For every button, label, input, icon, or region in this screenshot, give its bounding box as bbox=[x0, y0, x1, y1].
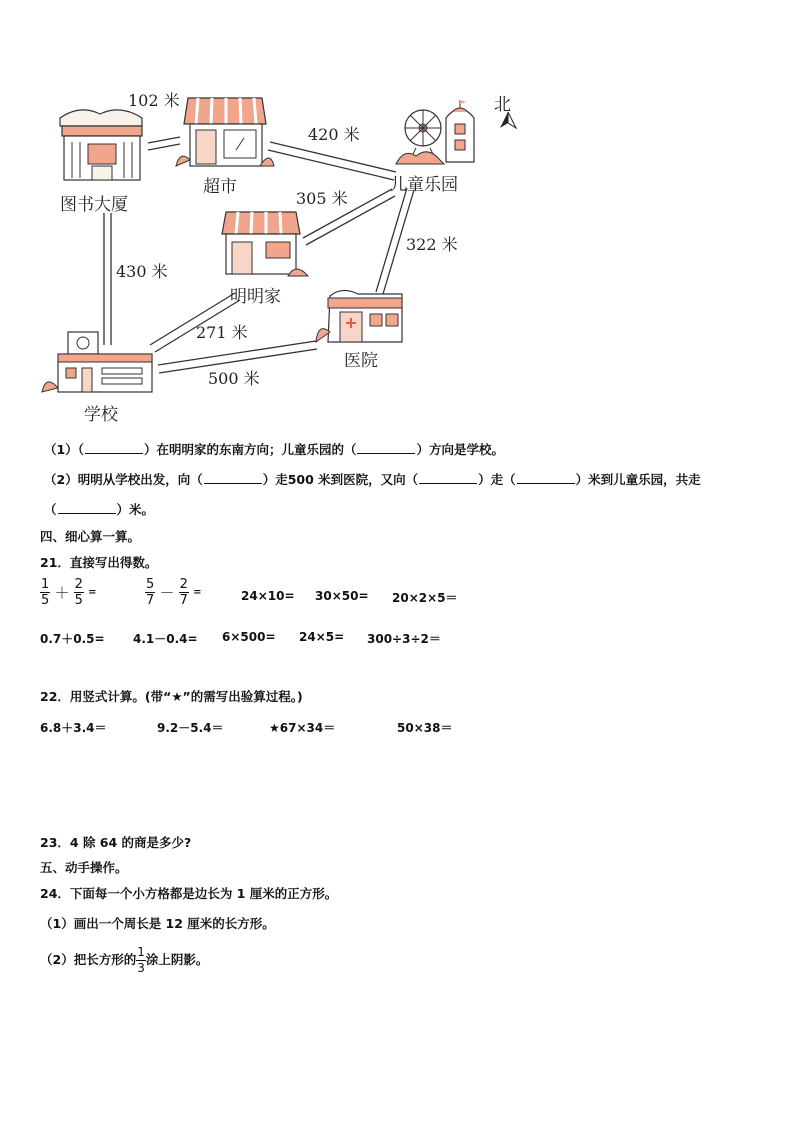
school-label: 学校 bbox=[84, 405, 118, 425]
q21-item: 6×500= bbox=[222, 630, 276, 644]
operator: ＋ bbox=[54, 584, 70, 602]
fraction bbox=[145, 577, 155, 608]
library-icon bbox=[60, 110, 142, 180]
equals: = bbox=[88, 587, 97, 598]
q21-item: 30×50= bbox=[315, 589, 369, 603]
q20-part2-text-d: ）米到儿童乐园，共走 bbox=[575, 472, 701, 487]
numerator: 1 bbox=[41, 577, 50, 592]
distance-library-supermarket: 102 米 bbox=[128, 91, 180, 110]
distance-school-home: 271 米 bbox=[196, 323, 248, 342]
q20-part2 bbox=[44, 470, 701, 488]
q21-item: 20×2×5＝ bbox=[392, 591, 458, 605]
denominator: 3 bbox=[137, 961, 145, 975]
numerator: 2 bbox=[179, 577, 188, 592]
map-illustration bbox=[0, 0, 794, 430]
q20-part2-text-e: （ bbox=[44, 502, 57, 517]
q20-part1-text-c: ）方向是学校。 bbox=[416, 442, 504, 457]
q21-item: 0.7＋0.5= bbox=[40, 632, 105, 646]
fraction bbox=[74, 577, 84, 608]
answer-blank[interactable] bbox=[204, 472, 262, 484]
numerator: 1 bbox=[137, 945, 145, 959]
fraction bbox=[136, 945, 146, 976]
answer-blank[interactable] bbox=[357, 442, 415, 454]
q20-part1-text-b: ）在明明家的东南方向；儿童乐园的（ bbox=[143, 442, 357, 457]
q21-fraction-1 bbox=[40, 577, 97, 608]
q21-item: 4.1－0.4= bbox=[133, 632, 198, 646]
q22-item: ★67×34＝ bbox=[269, 721, 336, 735]
home-icon bbox=[222, 212, 308, 276]
q24-part1: （1）画出一个周长是 12 厘米的长方形。 bbox=[40, 916, 275, 931]
q24-part2-text-a: （2）把长方形的 bbox=[40, 952, 137, 967]
home-label: 明明家 bbox=[230, 287, 281, 307]
q21-title: 21．直接写出得数。 bbox=[40, 555, 158, 570]
denominator: 5 bbox=[41, 593, 50, 608]
park-label: 儿童乐园 bbox=[390, 175, 458, 195]
q21-fraction-2 bbox=[145, 577, 202, 608]
q20-part2-text-a: （2）明明从学校出发，向（ bbox=[44, 472, 203, 487]
q22-item: 50×38＝ bbox=[397, 721, 453, 735]
q23-text: 23．4 除 64 的商是多少? bbox=[40, 835, 192, 850]
q20-part1 bbox=[44, 440, 504, 458]
q20-part2-text-c: ）走（ bbox=[478, 472, 516, 487]
supermarket-label: 超市 bbox=[203, 177, 237, 197]
answer-blank[interactable] bbox=[58, 502, 116, 514]
q21-item: 300÷3÷2＝ bbox=[367, 632, 441, 646]
q24-part2-text-b: 涂上阴影。 bbox=[145, 952, 209, 967]
denominator: 5 bbox=[74, 593, 83, 608]
distance-supermarket-park: 420 米 bbox=[308, 125, 360, 144]
answer-blank[interactable] bbox=[85, 442, 143, 454]
denominator: 7 bbox=[146, 593, 155, 608]
north-label: 北 bbox=[494, 95, 511, 115]
operator: － bbox=[159, 584, 175, 602]
distance-school-hospital: 500 米 bbox=[208, 369, 260, 388]
q20-part2-text-b: ）走500 米到医院，又向（ bbox=[262, 472, 419, 487]
q24-title: 24．下面每一个小方格都是边长为 1 厘米的正方形。 bbox=[40, 886, 338, 901]
park-icon bbox=[396, 100, 474, 164]
section4-heading: 四、细心算一算。 bbox=[40, 529, 141, 544]
q21-item: 24×5= bbox=[299, 630, 345, 644]
numerator: 5 bbox=[146, 577, 155, 592]
denominator: 7 bbox=[179, 593, 188, 608]
q24-part2 bbox=[40, 945, 208, 976]
q22-item: 9.2－5.4＝ bbox=[157, 721, 224, 735]
equals: = bbox=[193, 587, 202, 598]
road-library-supermarket bbox=[148, 137, 180, 150]
answer-blank[interactable] bbox=[517, 472, 575, 484]
section5-heading: 五、动手操作。 bbox=[40, 860, 128, 875]
distance-library-school: 430 米 bbox=[116, 262, 168, 281]
q22-title: 22．用竖式计算。(带“★”的需写出验算过程。) bbox=[40, 689, 303, 704]
q22-item: 6.8＋3.4＝ bbox=[40, 721, 107, 735]
q20-part1-text-a: （1）（ bbox=[44, 442, 84, 457]
answer-blank[interactable] bbox=[419, 472, 477, 484]
q20-part2-cont bbox=[44, 500, 154, 518]
distance-home-park: 305 米 bbox=[296, 189, 348, 208]
fraction bbox=[40, 577, 50, 608]
supermarket-icon bbox=[176, 98, 274, 166]
road-library-school bbox=[104, 213, 111, 345]
distance-hospital-park: 322 米 bbox=[406, 235, 458, 254]
numerator: 2 bbox=[74, 577, 83, 592]
school-icon bbox=[42, 332, 152, 392]
q20-part2-text-f: ）米。 bbox=[116, 502, 155, 517]
library-label: 图书大厦 bbox=[60, 195, 128, 215]
fraction bbox=[179, 577, 189, 608]
hospital-label: 医院 bbox=[344, 351, 378, 371]
q21-item: 24×10= bbox=[241, 589, 295, 603]
road-supermarket-park bbox=[268, 142, 396, 180]
hospital-icon bbox=[316, 290, 402, 342]
